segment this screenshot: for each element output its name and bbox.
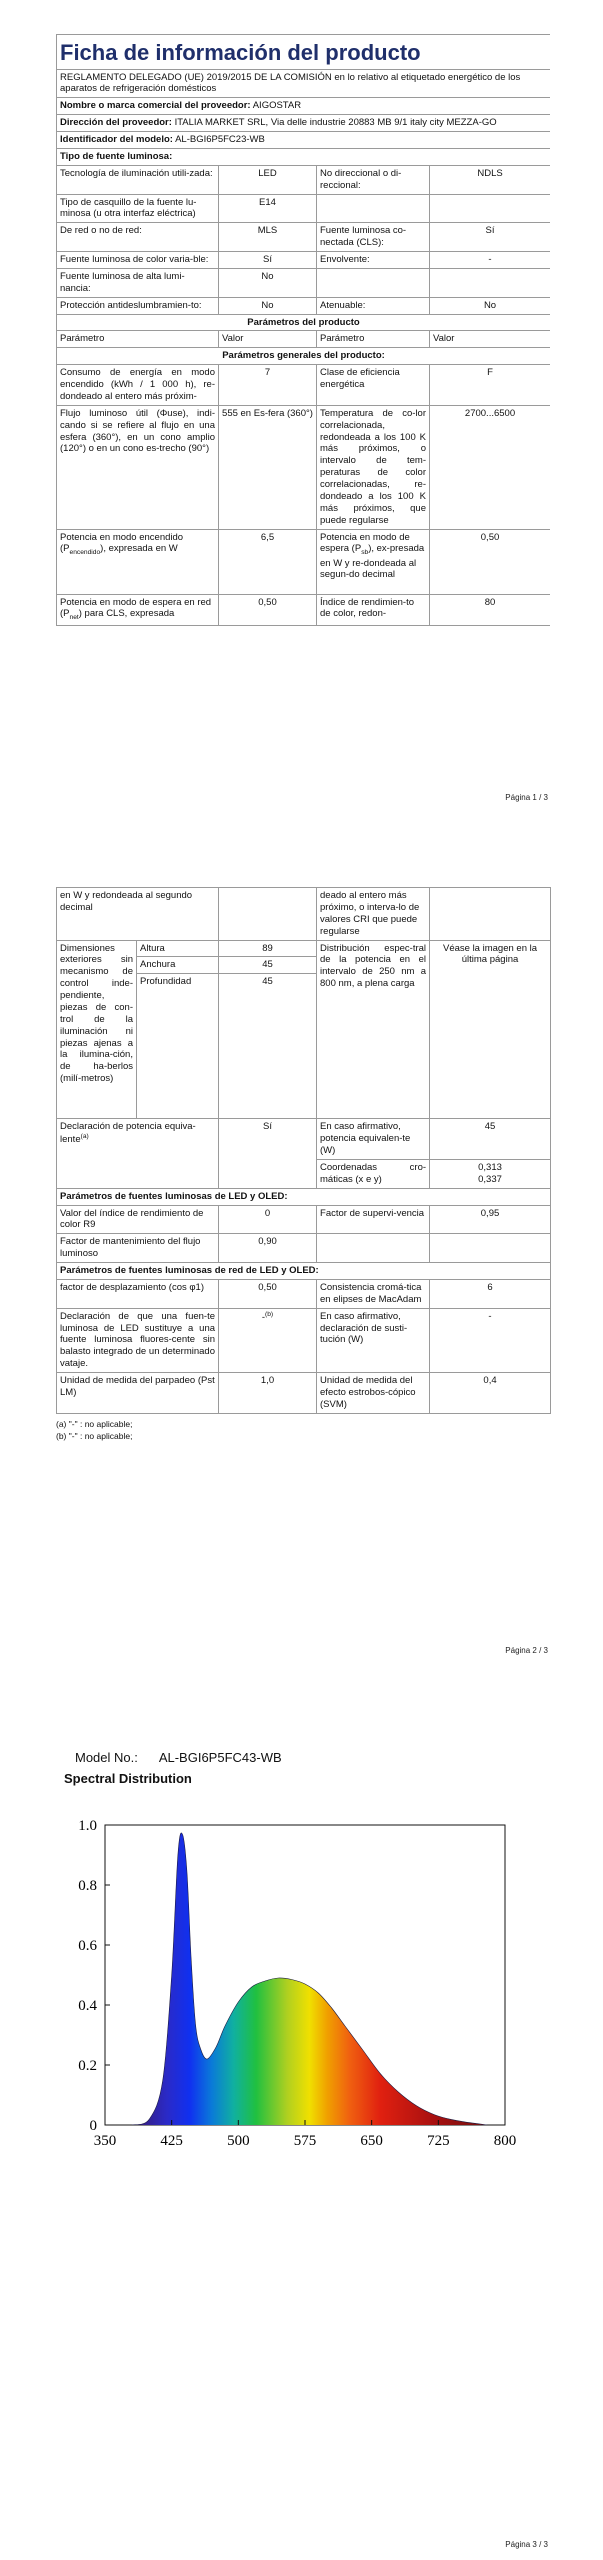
x-tick-label: 500 [227, 2133, 250, 2149]
spec-row [57, 365, 551, 406]
page-1-table-wrap [56, 34, 550, 786]
equivalent-power-text: Declaración de potencia equiva-lente [60, 1121, 196, 1146]
spec-value: E14 [219, 194, 317, 223]
page-2 [0, 880, 603, 1680]
height-label: Altura [137, 940, 219, 957]
spec-row [57, 223, 551, 252]
light-source-type-heading: Tipo de fuente luminosa: [57, 148, 551, 165]
model-row [57, 132, 551, 149]
depth-value: 45 [219, 974, 317, 1119]
spec-row [57, 165, 551, 194]
x-tick-label: 575 [293, 2133, 317, 2149]
chromaticity-label: Coordenadas cro-máticas (x e y) [317, 1159, 430, 1188]
spec-value [430, 268, 551, 297]
spec-value: - [430, 252, 551, 269]
spec-value: Sí [430, 223, 551, 252]
power-on-label [57, 529, 219, 594]
model-number-line: Model No.: AL-BGI6P5FC43-WB [75, 1750, 282, 1765]
spec-label: Fuente luminosa co-nectada (CLS): [317, 223, 430, 252]
spectral-distribution-value: Véase la imagen en la última página [430, 940, 551, 1119]
standby-text: ), ex-presada en W y re-dondeada al segun-do decimal [320, 543, 425, 581]
spec-row [57, 252, 551, 269]
power-on-subscript: encendido [69, 549, 101, 557]
replacement-label: Declaración de que una fuen-te luminosa de LED sustituye a una fuente luminosa fluores-cente sin balasto integrado de un determinado vataje. [57, 1308, 219, 1372]
spec-value [430, 194, 551, 223]
colour-consistency-label: Consistencia cromá-tica en elipses de MacAdam [317, 1279, 430, 1308]
page-title: Ficha de información del producto [57, 35, 551, 70]
spectral-distribution-chart [0, 1790, 603, 2170]
column-header-param: Parámetro [57, 331, 219, 348]
column-header-value: Valor [430, 331, 551, 348]
spec-value: 2700...6500 [430, 405, 551, 529]
spec-value: No [219, 297, 317, 314]
column-header-param: Parámetro [317, 331, 430, 348]
width-value: 45 [219, 957, 317, 974]
y-tick-label: 0.6 [78, 1938, 97, 1954]
spec-row [57, 405, 551, 529]
spectral-title: Spectral Distribution [64, 1771, 192, 1786]
standby-text: Potencia en modo de espera (P [320, 531, 410, 555]
footnote-marker: (a) [80, 1133, 89, 1141]
spec-value: MLS [219, 223, 317, 252]
page-3 [0, 1700, 603, 2560]
spec-row [57, 594, 551, 625]
equivalent-power-w-value: 45 [430, 1119, 551, 1160]
x-tick-label: 725 [427, 2133, 450, 2149]
y-tick-label: 0.4 [78, 1998, 97, 2014]
dimension-row [57, 940, 551, 957]
lumen-maintenance-value: 0,90 [219, 1234, 317, 1263]
spec-label: Flujo luminoso útil (Φuse), indi-cando si se refiere al flujo en una esfera (360°), en un cono amplio (120°) o en un cono es-trecho (90°) [57, 405, 219, 529]
spec-value: Sí [219, 252, 317, 269]
chromaticity-value [430, 1159, 551, 1188]
replacement-value [219, 1308, 317, 1372]
height-value: 89 [219, 940, 317, 957]
spec-value: No [219, 268, 317, 297]
spec-label: Atenuable: [317, 297, 430, 314]
width-label: Anchura [137, 957, 219, 974]
model-value: AL-BGI6P5FC23-WB [175, 134, 265, 145]
regulation-text: REGLAMENTO DELEGADO (UE) 2019/2015 DE LA COMISIÓN en lo relativo al etiquetado energético de los aparatos de refrigeración domésticos [57, 69, 551, 98]
spec-row [57, 1205, 551, 1234]
address-label: Dirección del proveedor: [60, 117, 172, 129]
page-number: Página 3 / 3 [505, 2540, 548, 2549]
footnote-marker: (b) [265, 1310, 274, 1318]
net-standby-label [57, 594, 219, 625]
standby-subscript: sb [361, 549, 369, 557]
spec-row [57, 1234, 551, 1263]
x-tick-label: 350 [93, 2133, 117, 2149]
flicker-value: 1,0 [219, 1373, 317, 1414]
y-tick-label: 0.2 [78, 2058, 97, 2074]
supplier-row [57, 98, 551, 115]
equivalent-power-value: Sí [219, 1119, 317, 1188]
spec-label [317, 194, 430, 223]
y-tick-label: 0 [89, 2118, 97, 2134]
r9-label: Valor del índice de rendimiento de color R9 [57, 1205, 219, 1234]
spec-value: LED [219, 165, 317, 194]
standby-label [317, 529, 430, 594]
spec-row [57, 1119, 551, 1160]
lumen-maintenance-label: Factor de mantenimiento del flujo luminoso [57, 1234, 219, 1263]
r9-value: 0 [219, 1205, 317, 1234]
address-row [57, 115, 551, 132]
chromaticity-x: 0,313 [478, 1161, 502, 1173]
stroboscopic-value: 0,4 [430, 1373, 551, 1414]
depth-label: Profundidad [137, 974, 219, 1119]
spec-row [57, 888, 551, 941]
spec-row [57, 1279, 551, 1308]
supplier-label: Nombre o marca comercial del proveedor: [60, 100, 251, 112]
spec-value: F [430, 365, 551, 406]
spec-label: Envolvente: [317, 252, 430, 269]
cri-value: 80 [430, 594, 551, 625]
x-tick-label: 650 [360, 2133, 383, 2149]
led-params-heading: Parámetros de fuentes luminosas de LED y OLED: [57, 1188, 551, 1205]
power-on-text: ), expresada en W [100, 543, 178, 555]
equivalent-power-w-label: En caso afirmativo, potencia equivalen-te (W) [317, 1119, 430, 1160]
power-on-value: 6,5 [219, 529, 317, 594]
address-value: ITALIA MARKET SRL, Via delle industrie 20883 MB 9/1 italy city MEZZA-GO [174, 117, 497, 129]
spec-label: Consumo de energía en modo encendido (kWh / 1 000 h), re-dondeado al entero más próxim- [57, 365, 219, 406]
column-header-row [57, 331, 551, 348]
spec-label: Temperatura de co-lor correlacionada, redondeada a los 100 K más próximos, o intervalo de tem-peraturas de color correlacionadas, re-dondeado a los 100 K más próximos, que puede regularse [317, 405, 430, 529]
footnote-a: (a) "-" : no aplicable; [56, 1418, 133, 1429]
spec-label: Clase de eficiencia energética [317, 365, 430, 406]
spec-row [57, 1373, 551, 1414]
spec-row [57, 297, 551, 314]
general-params-heading: Parámetros generales del producto: [57, 348, 551, 365]
spec-value: 555 en Es-fera (360°) [219, 405, 317, 529]
product-info-table [56, 34, 550, 626]
spec-label: deado al entero más próximo, o interva-lo de valores CRI que puede regularse [317, 888, 430, 941]
colour-consistency-value: 6 [430, 1279, 551, 1308]
spec-row [57, 194, 551, 223]
stroboscopic-label: Unidad de medida del efecto estrobos-cópico (SVM) [317, 1373, 430, 1414]
spec-label: Protección antideslumbramien-to: [57, 297, 219, 314]
spec-row [57, 1308, 551, 1372]
spec-label: Fuente luminosa de color varia-ble: [57, 252, 219, 269]
page-number: Página 1 / 3 [505, 793, 548, 802]
power-on-text: Potencia en modo encendido (P [60, 531, 184, 555]
spec-label [317, 268, 430, 297]
footnote-b: (b) "-" : no aplicable; [56, 1430, 133, 1441]
cri-label: Índice de rendimien-to de color, redon- [317, 594, 430, 625]
chromaticity-y: 0,337 [478, 1173, 502, 1185]
net-standby-text: Potencia en modo de espera en red (P [60, 596, 212, 620]
spec-row [57, 529, 551, 594]
net-standby-value: 0,50 [219, 594, 317, 625]
spec-label: en W y redondeada al segundo decimal [57, 888, 219, 941]
standby-value: 0,50 [430, 529, 551, 594]
spec-value: No [430, 297, 551, 314]
replacement-claim-label: En caso afirmativo, declaración de susti-tución (W) [317, 1308, 430, 1372]
spec-value: NDLS [430, 165, 551, 194]
dimensions-label: Dimensiones exteriores sin mecanismo de control inde-pendiente, piezas de con-trol de la iluminación ni piezas ajenas a la ilumina-ción, de ha-berlos (milí-metros) [57, 940, 137, 1119]
x-tick-label: 425 [160, 2133, 183, 2149]
mains-led-params-heading: Parámetros de fuentes luminosas de red de LED y OLED: [57, 1263, 551, 1280]
survival-value: 0,95 [430, 1205, 551, 1234]
spec-label: De red o no de red: [57, 223, 219, 252]
equivalent-power-label [57, 1119, 219, 1188]
y-tick-label: 1.0 [78, 1818, 97, 1834]
spec-label: No direccional o di-reccional: [317, 165, 430, 194]
net-standby-subscript: net [69, 614, 79, 622]
model-label: Identificador del modelo: [60, 134, 173, 145]
x-tick-label: 800 [493, 2133, 517, 2149]
displacement-value: 0,50 [219, 1279, 317, 1308]
spectral-distribution-label: Distribución espec-tral de la potencia en el intervalo de 250 nm a 800 nm, a plena carga [317, 940, 430, 1119]
net-standby-text: ) para CLS, expresada [78, 608, 175, 620]
page-number: Página 2 / 3 [505, 1646, 548, 1655]
survival-label: Factor de supervi-vencia [317, 1205, 430, 1234]
spec-row [57, 268, 551, 297]
page-1 [0, 0, 603, 810]
spec-label: Fuente luminosa de alta lumi-nancia: [57, 268, 219, 297]
column-header-value: Valor [219, 331, 317, 348]
y-tick-label: 0.8 [78, 1878, 97, 1894]
product-params-heading: Parámetros del producto [57, 314, 551, 331]
displacement-label: factor de desplazamiento (cos φ1) [57, 1279, 219, 1308]
replacement-claim-value: - [430, 1308, 551, 1372]
spec-label: Tipo de casquillo de la fuente lu-minosa (u otra interfaz eléctrica) [57, 194, 219, 223]
supplier-value: AIGOSTAR [252, 100, 302, 112]
page-2-table-wrap [56, 887, 550, 1442]
spec-value: 7 [219, 365, 317, 406]
product-info-table-continued [56, 887, 551, 1414]
replacement-value-text: - [261, 1311, 266, 1323]
spec-label: Tecnología de iluminación utili-zada: [57, 165, 219, 194]
flicker-label: Unidad de medida del parpadeo (Pst LM) [57, 1373, 219, 1414]
